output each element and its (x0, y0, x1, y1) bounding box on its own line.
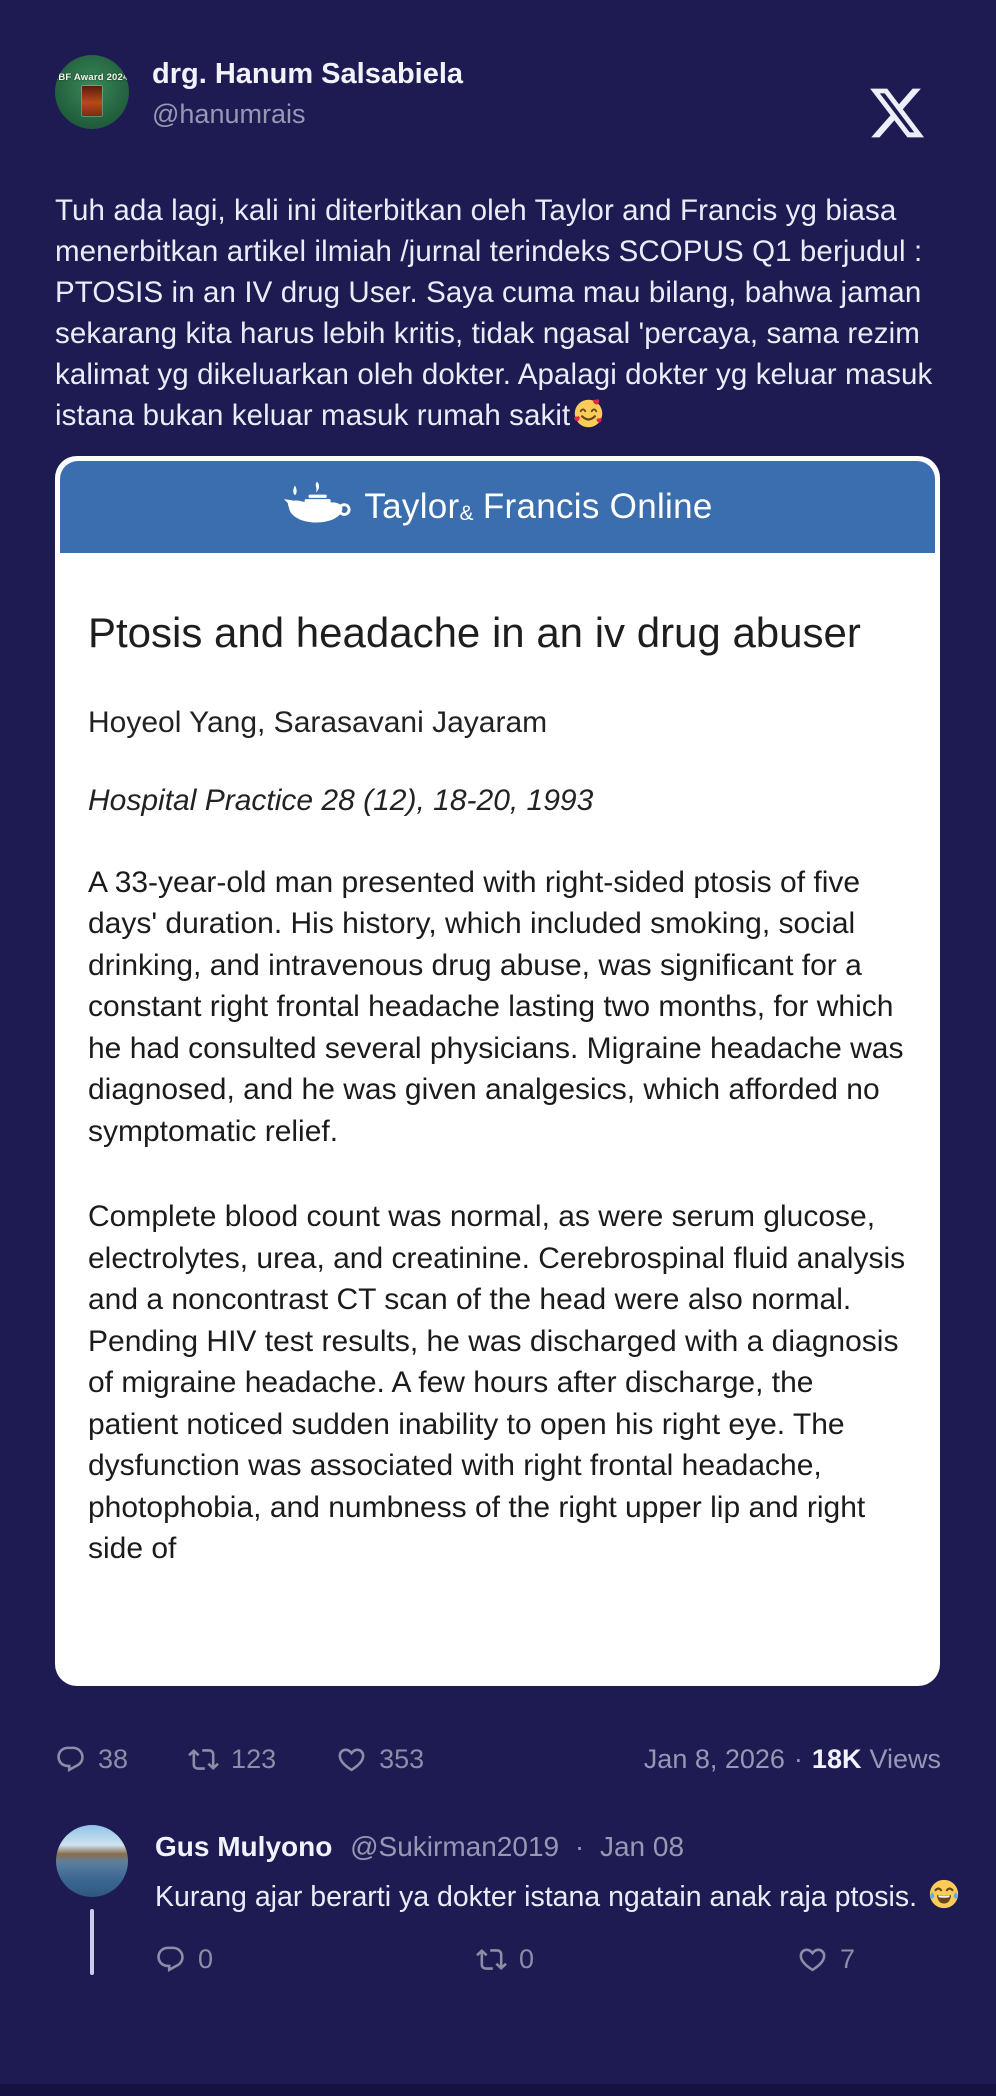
reply-author-handle[interactable]: @Sukirman2019 (350, 1830, 560, 1862)
repost-icon (188, 1744, 219, 1775)
dot-separator: · (793, 1743, 803, 1774)
article-authors: Hoyeol Yang, Sarasavani Jayaram (88, 705, 548, 739)
smiling-face-with-hearts-emoji (572, 397, 605, 430)
reply-author-row (155, 1825, 965, 1863)
reply-date: Jan 08 (599, 1830, 685, 1862)
reply-button[interactable] (55, 1744, 128, 1775)
reply-dot-separator: · (574, 1830, 585, 1862)
author-block (152, 55, 463, 130)
card-brand (364, 487, 712, 527)
reply-bubble-icon (55, 1744, 86, 1775)
tweet-text-content: Tuh ada lagi, kali ini diterbitkan oleh Taylor and Francis yg biasa menerbitkan artikel ilmiah /jurnal terindeks SCOPUS Q1 berjudul : PTOSIS in an IV drug User. Saya cuma mau bilang, bahwa jaman sekarang kita harus lebih kritis, tidak ngasal 'percaya, sama rezim kalimat yg dikeluarkan oleh dokter. Apalagi dokter yg keluar masuk istana bukan keluar masuk rumah sakit (55, 193, 933, 432)
reply-stats-row (155, 1944, 855, 1975)
face-with-tears-of-joy-emoji (927, 1877, 961, 1911)
heart-icon (336, 1744, 367, 1775)
brand-taylor: Taylor (364, 486, 460, 526)
thread-connector-line (90, 1909, 94, 1975)
tweet-header (55, 55, 941, 130)
reply-like-button[interactable] (797, 1944, 855, 1975)
reply-text-content: Kurang ajar berarti ya dokter istana ngatain anak raja ptosis. (155, 1880, 918, 1913)
taylor-francis-lamp-icon (282, 481, 352, 529)
reply-reply-button[interactable] (155, 1944, 213, 1975)
abstract-paragraph-2: Complete blood count was normal, as were serum glucose, electrolytes, urea, and creatinine. Cerebrospinal fluid analysis and a noncontrast CT scan of the head were also normal. Pending HIV test results, he was discharged with a diagnosis of migraine headache. A few hours after discharge, the patient noticed sudden inability to open his right eye. The dysfunction was associated with right frontal headache, photophobia, and numbness of the right upper lip and right side of (88, 1200, 906, 1566)
reply-repost-button[interactable] (476, 1944, 534, 1975)
reply-like-count: 7 (839, 1943, 855, 1974)
card-body (60, 553, 935, 1570)
avatar-award-text: IBF Award 2024 (55, 72, 129, 83)
tweet-text (55, 190, 947, 436)
tweet-meta (644, 1744, 941, 1775)
tweet-date: Jan 8, 2026 (643, 1743, 785, 1774)
bottom-edge-strip (0, 2084, 996, 2096)
reply-tweet (55, 1825, 941, 1975)
like-count: 353 (379, 1743, 425, 1774)
abstract-paragraph-1: A 33-year-old man presented with right-sided ptosis of five days' duration. His history, which included smoking, social drinking, and intravenous drug abuse, was significant for a constant right frontal headache lasting two months, for which he had consulted several physicians. Migraine headache was diagnosed, and he was given analgesics, which afforded no symptomatic relief. (88, 865, 904, 1148)
author-handle[interactable]: @hanumrais (152, 98, 306, 129)
x-logo-icon[interactable] (867, 83, 927, 143)
reply-content (155, 1825, 965, 1975)
repost-icon (476, 1944, 507, 1975)
article-card[interactable] (55, 456, 940, 1686)
article-abstract (88, 862, 907, 1570)
repost-count: 123 (231, 1743, 277, 1774)
main-tweet (55, 55, 941, 1775)
author-name[interactable]: drg. Hanum Salsabiela (152, 58, 464, 90)
reply-bubble-icon (155, 1944, 186, 1975)
card-header (60, 461, 935, 553)
reply-author-avatar[interactable] (56, 1825, 128, 1897)
brand-francis-online: Francis Online (482, 486, 713, 526)
reply-avatar-column (55, 1825, 129, 1975)
reply-reply-count: 0 (198, 1943, 214, 1974)
views-count: 18K (811, 1743, 862, 1774)
heart-icon (797, 1944, 828, 1975)
tweet-stats-row (55, 1744, 941, 1775)
repost-button[interactable] (188, 1744, 276, 1775)
brand-ampersand: & (459, 501, 474, 525)
author-avatar[interactable] (55, 55, 129, 129)
article-title[interactable]: Ptosis and headache in an iv drug abuser (88, 608, 861, 656)
reply-text (155, 1877, 965, 1918)
reply-count: 38 (98, 1743, 129, 1774)
article-journal-reference: Hospital Practice 28 (12), 18-20, 1993 (88, 783, 594, 817)
views-label: Views (869, 1743, 941, 1774)
like-button[interactable] (336, 1744, 424, 1775)
reply-repost-count: 0 (518, 1943, 535, 1974)
reply-author-name[interactable]: Gus Mulyono (155, 1830, 333, 1862)
avatar-book-cover (82, 86, 102, 116)
